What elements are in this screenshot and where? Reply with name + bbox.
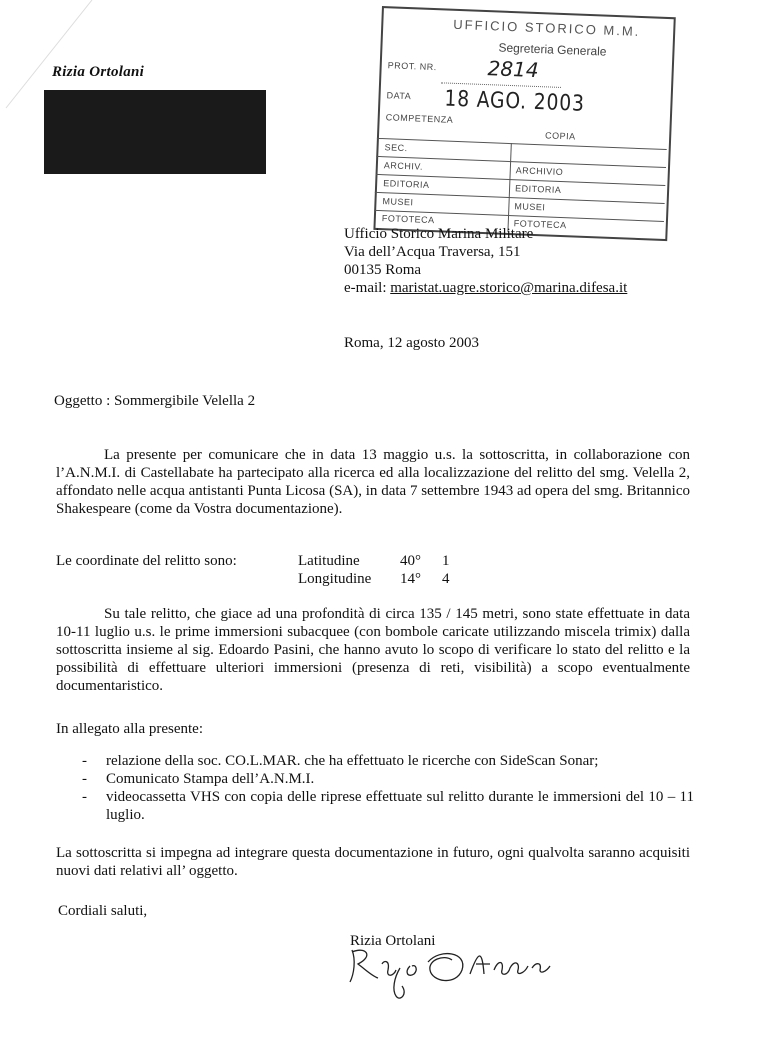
signature-name: Rizia Ortolani — [350, 933, 436, 949]
recipient-email-line — [344, 279, 627, 297]
date-line: Roma, 12 agosto 2003 — [344, 335, 479, 351]
body-paragraph: La sottoscritta si impegna ad integrare questa documentazione in futuro, ogni qualvolta saranno acquisiti nuovi dati relativi all’ oggetto. — [56, 845, 690, 879]
recipient-line: Ufficio Storico Marina Militare — [344, 226, 534, 242]
stamp-row-left: EDITORIA — [383, 178, 430, 190]
closing: Cordiali saluti, — [58, 903, 148, 919]
attachments-list — [82, 752, 694, 824]
longitude-label: Longitudine — [298, 571, 372, 587]
redacted-block — [44, 90, 266, 174]
email-label: e-mail: — [344, 280, 391, 296]
stamp-prot-label: PROT. NR. — [387, 60, 437, 73]
sender-name: Rizia Ortolani — [52, 64, 145, 80]
recipient-line: Via dell’Acqua Traversa, 151 — [344, 244, 521, 260]
attachment-text: videocassetta VHS con copia delle riprese effettuate sul relitto durante le immersioni del 10 – 11 luglio. — [106, 789, 694, 823]
longitude-degrees: 14° — [400, 571, 421, 587]
stamp-date-value: 18 AGO. 2003 — [443, 86, 586, 117]
latitude-degrees: 40° — [400, 553, 421, 569]
latitude-minutes: 1 — [442, 553, 450, 569]
attachment-text: Comunicato Stampa dell’A.N.M.I. — [106, 771, 315, 787]
list-item — [82, 752, 694, 770]
latitude-label: Latitudine — [298, 553, 360, 569]
bullet: - — [82, 753, 87, 769]
stamp-copia-label: COPIA — [544, 130, 576, 142]
handwritten-signature — [344, 930, 574, 1002]
stamp-row-right: ARCHIVIO — [515, 165, 564, 178]
stamp-row-left: ARCHIV. — [383, 160, 424, 172]
bullet: - — [82, 789, 87, 805]
stamp-row-right: FOTOTECA — [513, 218, 567, 231]
email-link[interactable]: maristat.uagre.storico@marina.difesa.it — [390, 280, 628, 296]
bullet: - — [82, 771, 87, 787]
stamp-row-left: FOTOTECA — [381, 213, 435, 226]
stamp-title: UFFICIO STORICO M.M. — [453, 16, 641, 39]
recipient-address — [344, 225, 627, 297]
attachment-text: relazione della soc. CO.L.MAR. che ha effettuato le ricerche con SideScan Sonar; — [106, 753, 599, 769]
list-item — [82, 770, 694, 788]
list-item — [82, 788, 694, 824]
stamp-subtitle: Segreteria Generale — [498, 40, 607, 59]
stamp-prot-value: 2814 — [487, 56, 540, 83]
coordinates-label: Le coordinate del relitto sono: — [56, 553, 237, 569]
stamp-row-right: EDITORIA — [514, 183, 562, 196]
stamp-date-label: DATA — [386, 90, 412, 102]
subject-line: Oggetto : Sommergibile Velella 2 — [54, 393, 256, 409]
stamp-competenza-label: COMPETENZA — [385, 112, 454, 125]
stamp-row-left: MUSEI — [382, 196, 414, 208]
attachments-intro: In allegato alla presente: — [56, 721, 204, 737]
registry-stamp — [373, 6, 673, 239]
stamp-row-right: MUSEI — [514, 201, 546, 213]
body-paragraph: La presente per comunicare che in data 13 maggio u.s. la sottoscritta, in collaborazione con l’A.N.M.I. di Castellabate ha partecipato alla ricerca ed alla localizzazione del relitto del smg. Velella 2, affondato nelle acqua antistanti Punta Licosa (SA), in data 7 settembre 1943 ad opera del smg. Britannico Shakespeare (come da Vostra documentazione). — [56, 447, 690, 517]
longitude-minutes: 4 — [442, 571, 450, 587]
stamp-row-left: SEC. — [384, 142, 408, 154]
recipient-line: 00135 Roma — [344, 262, 422, 278]
body-paragraph: Su tale relitto, che giace ad una profondità di circa 135 / 145 metri, sono state effettuate in data 10-11 luglio u.s. le prime immersioni subacquee (con bombole caricate utilizzando miscela trimix) dalla sottoscritta insieme al sig. Edoardo Pasini, che hanno avuto lo scopo di verificare lo stato del relitto e la possibilità di effettuare ulteriori immersioni (presenza di reti, visibilità) a scopo eventualmente documentaristico. — [56, 606, 690, 694]
